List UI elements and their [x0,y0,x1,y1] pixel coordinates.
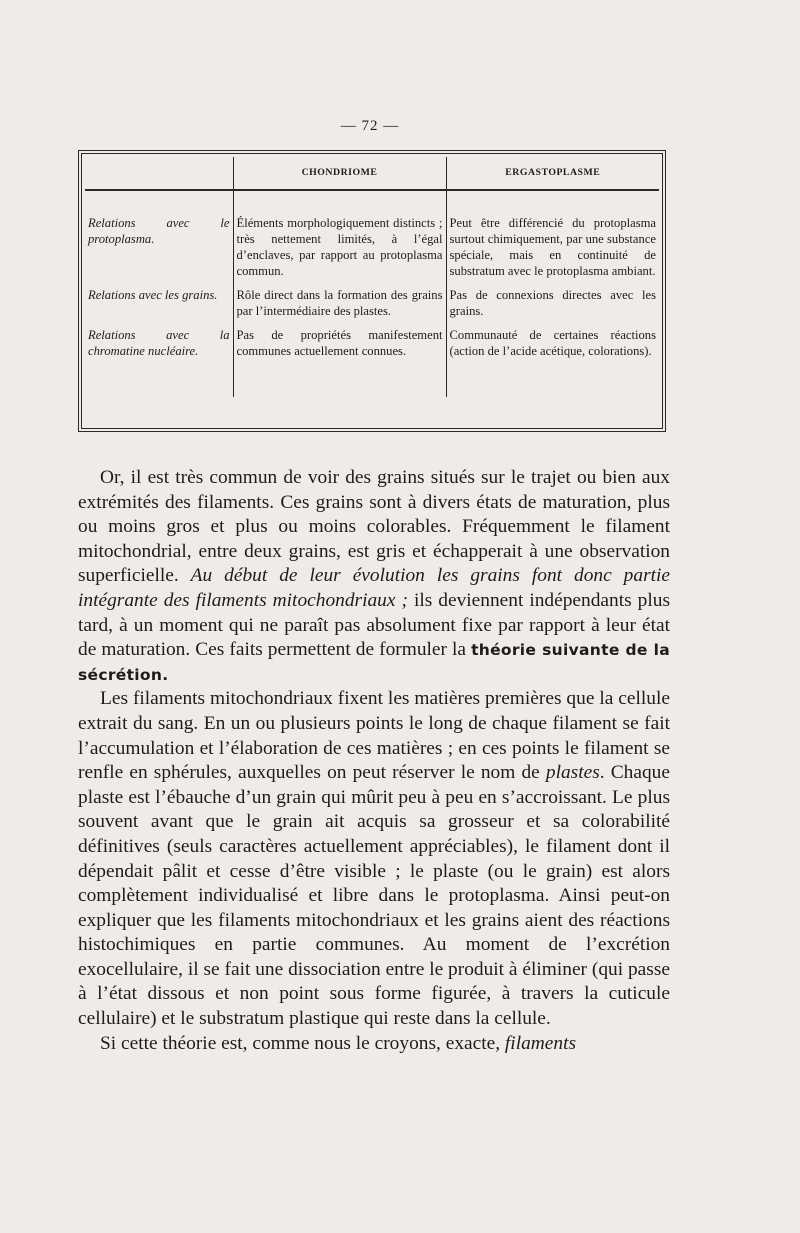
row-criterion: Relations avec la chromatine nucléaire. [88,328,230,358]
table-row [85,190,659,285]
paragraph [78,687,670,1031]
body-text [78,466,670,1056]
row-criterion: Relations avec les grains. [88,288,218,302]
table-header-empty [85,157,233,190]
table-row [85,285,659,325]
comparison-table [85,157,659,397]
paragraph-text: Si cette théorie est, comme nous le croyons, exacte, [100,1032,505,1054]
paragraph [78,466,670,687]
row-chondriome-cell: Rôle direct dans la formation des grains par l’intermédiaire des plastes. [233,285,446,325]
table-header-ergastoplasme: ERGASTOPLASME [446,157,659,190]
comparison-table-frame [78,150,666,432]
paragraph-text: Les filaments mitochondriaux fixent les matières premières que la cellule extrait du sang. En un ou plusieurs points le long de chaque filament se fait l’accumulation et l’élaboration de ces matières ; en ces points le filament se renfle en sphérules, auxquelles on peut réserver le nom de [78,688,670,784]
row-chondriome-cell: Pas de propriétés manifestement communes actuellement connues. [233,325,446,397]
row-ergastoplasme-cell: Pas de connexions directes avec les grains. [446,285,659,325]
italic-term: filaments [504,1032,577,1054]
table-header-chondriome: CHONDRIOME [233,157,446,190]
bold-statement: théorie suivante de la sécrétion. [78,641,670,684]
row-chondriome-cell: Éléments morphologiquement distincts ; très nettement limités, à l’égal d’enclaves, par rapport au protoplasma commun. [233,190,446,285]
table-row [85,325,659,397]
italic-term: plastes [545,762,600,784]
paragraph-text: ils deviennent indépendants plus tard, à un moment qui ne paraît pas absolument fixe par rapport à leur état de maturation. Ces faits permettent de formuler la [78,589,670,661]
paragraph [78,1032,670,1057]
paragraph-text: Or, il est très commun de voir des grains situés sur le trajet ou bien aux extrémités des filaments. Ces grains sont à divers états de maturation, plus ou moins gros et plus ou moins colorables. Fréquemment le filament mitochondrial, entre deux grains, est gris et échapperait à une observation superficielle. [78,467,670,587]
row-ergastoplasme-cell: Communauté de certaines réactions (action de l’acide acétique, colorations). [446,325,659,397]
row-ergastoplasme-cell: Peut être différencié du protoplasma surtout chimiquement, par une substance spéciale, mais en continuité de substratum avec le protoplasma ambiant. [446,190,659,285]
row-criterion: Relations avec le protoplasma. [88,216,230,246]
table-header-row [85,157,659,190]
page-number: — 72 — [340,118,400,134]
italic-statement: Au début de leur évolution les grains font donc partie intégrante des filaments mitochondriaux ; [78,565,670,611]
paragraph-text: . Chaque plaste est l’ébauche d’un grain qui mûrit peu à peu en s’accroissant. Le plus souvent avant que le grain ait acquis sa grosseur et sa colorabilité définitives (seuls caractères actuellement appréciables), le filament dont il dépendait pâlit et cesse d’être visible ; le plaste (ou le grain) est alors complètement individualisé et libre dans le protoplasma. Ainsi peut-on expliquer que les filaments mitochondriaux et les grains aient des réactions histochimiques en partie communes. Au moment de l’excrétion exocellulaire, il se fait une dissociation entre le produit à éliminer (qui passe à l’état dissous et non point sous forme figurée, à travers la cuticule cellulaire) et le substratum plastique qui reste dans la cellule. [78,762,670,1030]
